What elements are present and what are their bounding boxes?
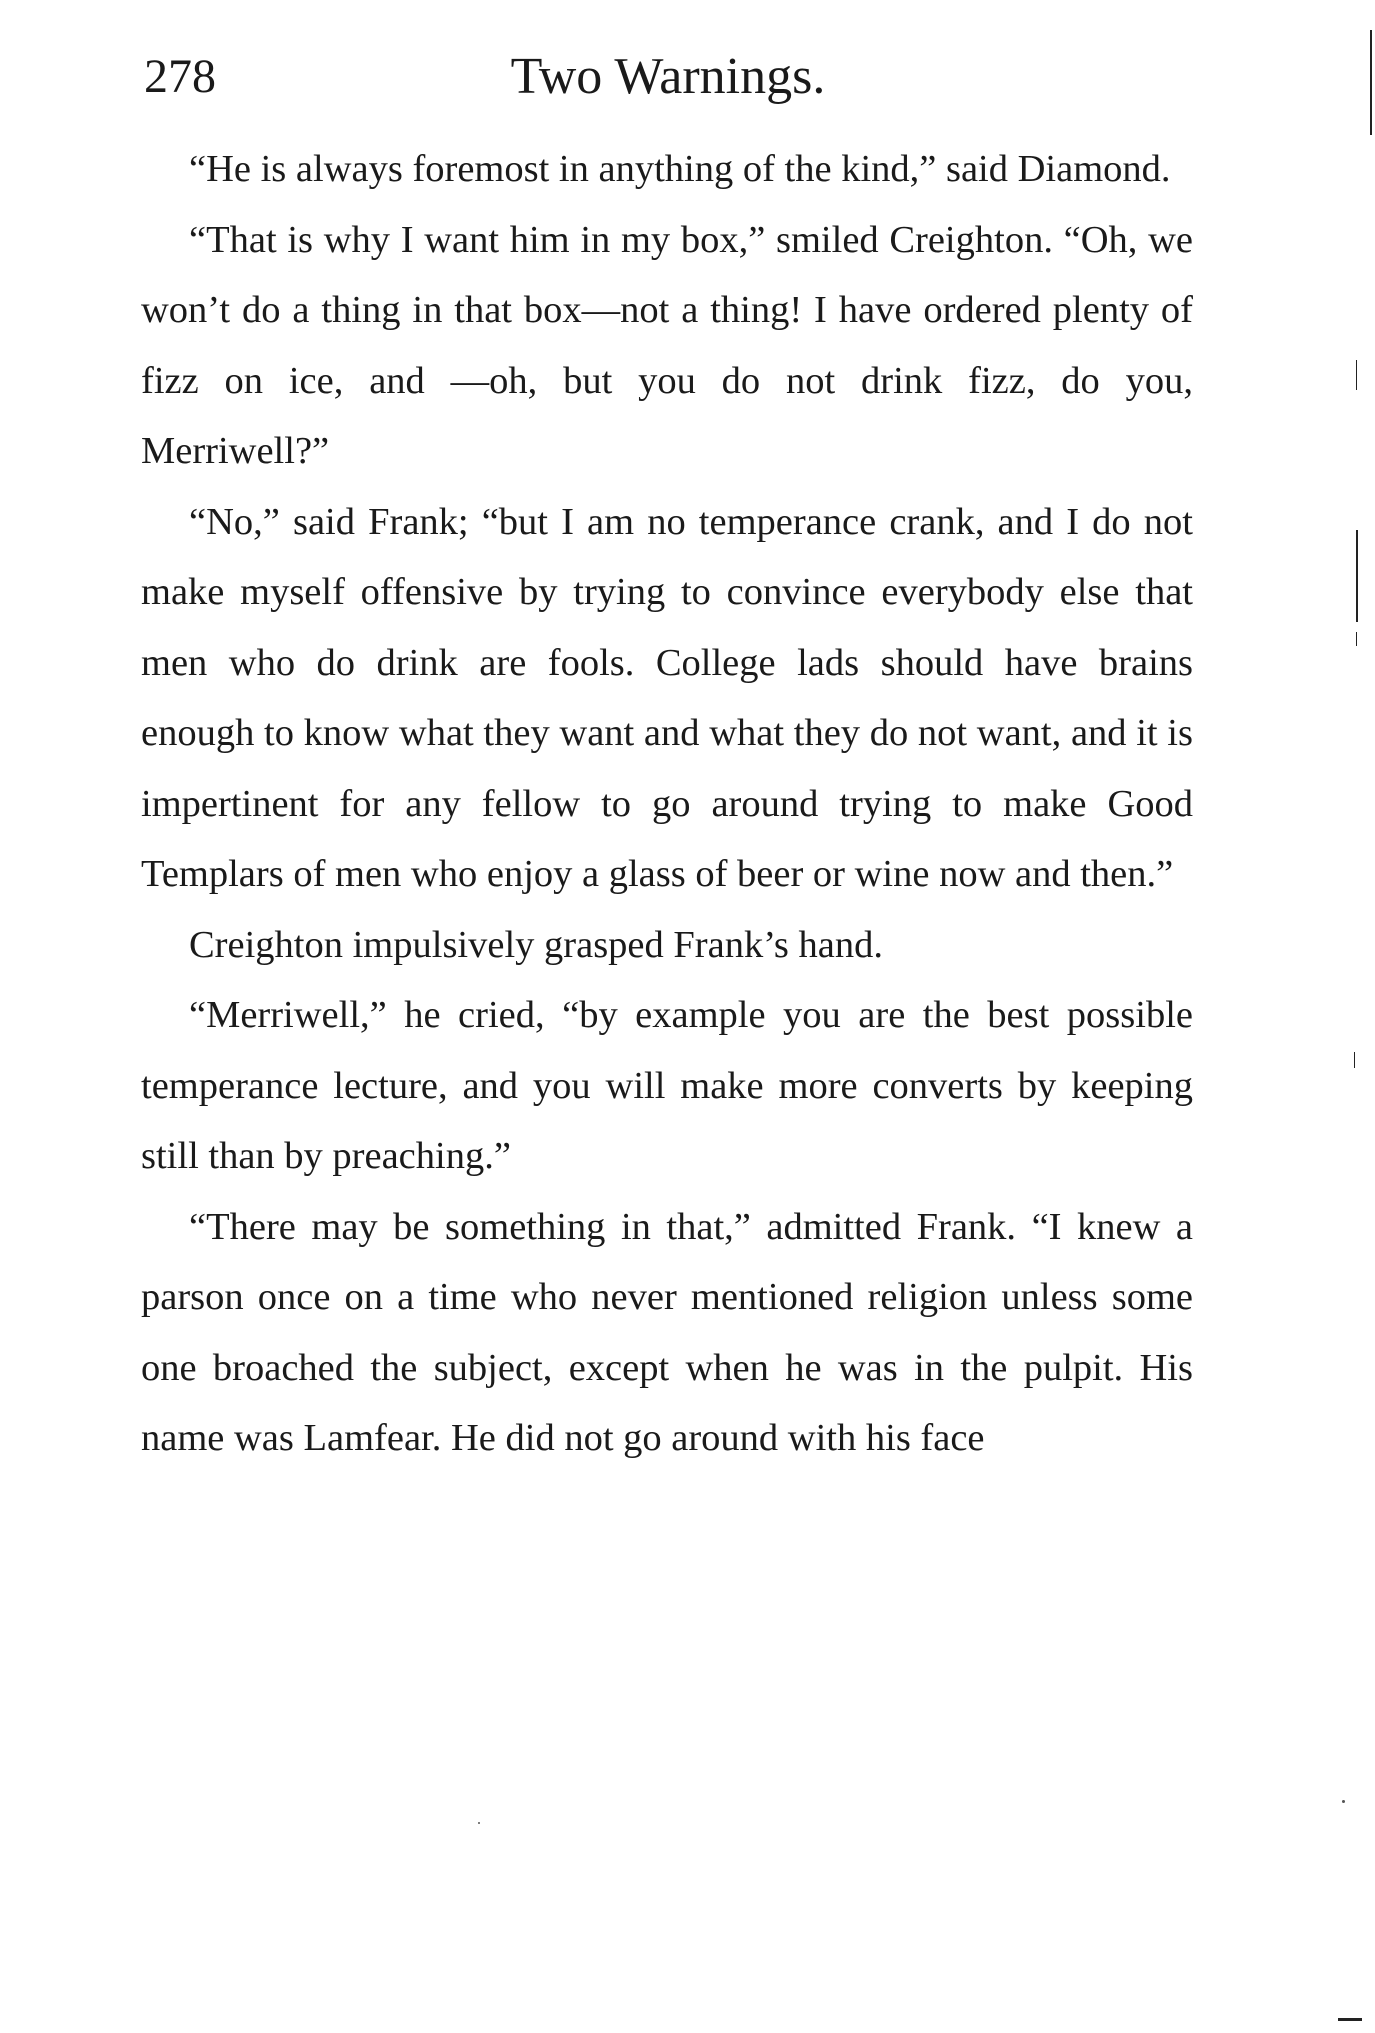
scan-edge-mark [1356, 632, 1357, 646]
scan-speck [478, 1822, 480, 1824]
running-title: Two Warnings. [510, 48, 826, 105]
paragraph: “He is always foremost in anything of the kind,” said Diamond. [189, 148, 1171, 190]
scan-edge-mark [1356, 530, 1358, 622]
paragraph: “There may be something in that,” admitted Frank. “I knew a parson once on a time who never mentioned religion unless some one broached the subject, except when he was in the pulpit. His name was Lamfear. He did not go around with his face [141, 1205, 1193, 1459]
paragraph: “Merriwell,” he cried, “by example you are the best possible temperance lecture, and you will make more converts by keeping still than by preaching.” [141, 994, 1193, 1177]
scan-edge-mark [1354, 1052, 1355, 1068]
scan-speck [1342, 1800, 1345, 1803]
page-number: 278 [144, 50, 216, 103]
page-header [144, 42, 1192, 112]
paragraph: “No,” said Frank; “but I am no temperance crank, and I do not make myself offensive by trying to convince everybody else that men who do drink are fools. College lads should have brains enough to know what they want and what they do not want, and it is impertinent for any fellow to go around trying to make Good Templars of men who enjoy a glass of beer or wine now and then.” [141, 500, 1193, 895]
body-text [141, 134, 1193, 1474]
scan-edge-mark [1370, 30, 1372, 135]
scan-edge-mark [1356, 360, 1357, 390]
paragraph: Creighton impulsively grasped Frank’s hand. [189, 923, 883, 966]
paragraph: “That is why I want him in my box,” smiled Creighton. “Oh, we won’t do a thing in that box—not a thing! I have ordered plenty of fizz on ice, and —oh, but you do not drink fizz, do you, Merriwell?” [141, 218, 1193, 472]
scan-edge-mark [1338, 2018, 1362, 2021]
